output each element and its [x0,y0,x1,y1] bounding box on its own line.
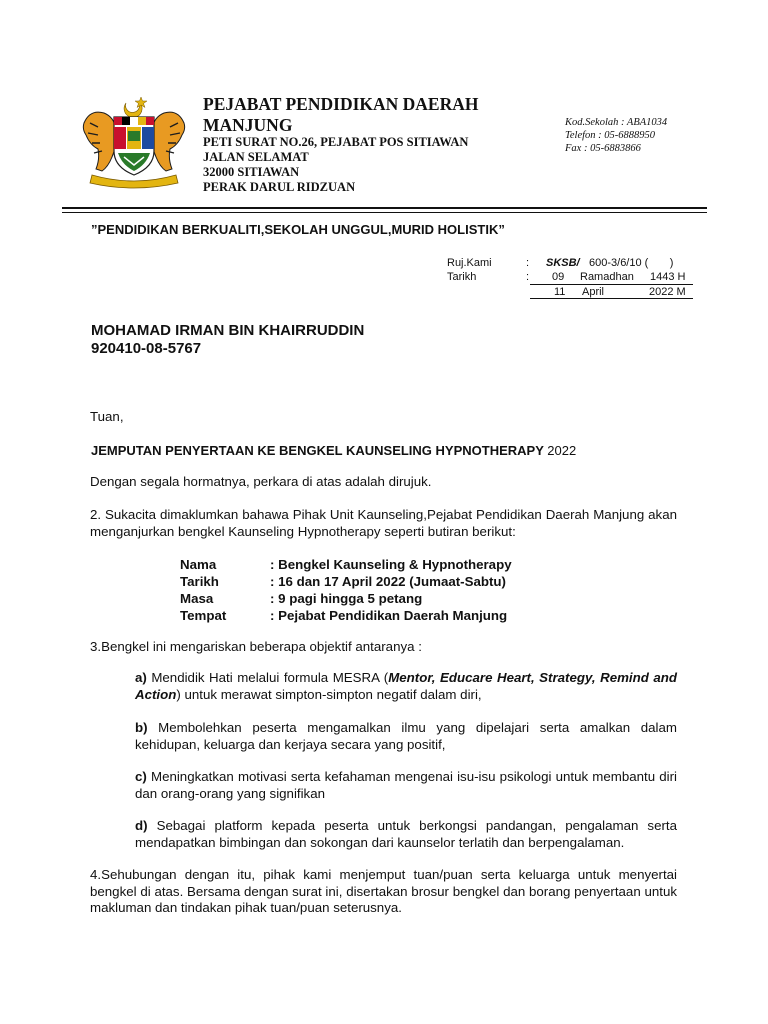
objective-b: b) Membolehkan peserta mengamalkan ilmu yang dipelajari serta amalkan dalam kehidupan, keluarga dan kerjaya secara yang positif, [135,720,677,752]
detail-label-nama: Nama [180,557,217,572]
objective-d: d) Sebagai platform kepada peserta untuk berkongsi pandangan, pengalaman serta mendapatkan bimbingan dan sokongan dari kaunselor terlatih dan berpengalaman. [135,818,677,850]
address-line-3: 32000 SITIAWAN [203,165,300,179]
hijri-month: Ramadhan [580,271,634,283]
telephone: Telefon : 05-6888950 [565,130,656,141]
hijri-day: 09 [552,271,565,283]
office-name-line1: PEJABAT PENDIDIKAN DAERAH [203,94,479,114]
date-divider [530,284,693,285]
paragraph-1: Dengan segala hormatnya, perkara di atas adalah dirujuk. [90,474,432,489]
greg-year: 2022 M [649,286,686,298]
detail-value-tempat: : Pejabat Pendidikan Daerah Manjung [270,608,508,623]
paragraph-4: 4.Sehubungan dengan itu, pihak kami menjemput tuan/puan serta keluarga untuk menyertai bengkel di atas. Bersama dengan surat ini, disertakan brosur bengkel dan borang penyertaan untuk makluman dan tindakan pihak tuan/puan seterusnya. [90,867,677,915]
detail-label-masa: Masa [180,591,214,606]
header-divider-thin [62,212,707,213]
date-divider-bottom [530,298,693,299]
motto: ”PENDIDIKAN BERKUALITI,SEKOLAH UNGGUL,MURID HOLISTIK” [91,222,505,237]
ruj-value: 600-3/6/10 ( ) [589,257,674,269]
malaysia-coat-of-arms-icon [78,93,190,191]
ruj-label: Ruj.Kami [447,257,492,269]
detail-value-nama: : Bengkel Kaunseling & Hypnotherapy [270,557,512,572]
paragraph-2: 2. Sukacita dimaklumkan bahawa Pihak Unit Kaunseling,Pejabat Pendidikan Daerah Manjung akan menganjurkan bengkel Kaunseling Hypnotherapy seperti butiran berikut: [90,507,677,539]
fax: Fax : 05-6883866 [565,143,641,154]
tarikh-colon: : [526,271,530,283]
greg-month: April [582,286,605,298]
address-line-4: PERAK DARUL RIDZUAN [203,180,356,194]
address-line-2: JALAN SELAMAT [203,150,309,164]
detail-value-tarikh: : 16 dan 17 April 2022 (Jumaat-Sabtu) [270,574,506,589]
objective-c: c) Meningkatkan motivasi serta kefahaman mengenai isu-isu psikologi untuk membantu diri dan orang-orang yang signifikan [135,769,677,801]
objective-a: a) Mendidik Hati melalui formula MESRA (Mentor, Educare Heart, Strategy, Remind and Action) untuk merawat simpton-simpton negatif dalam diri, [135,670,678,702]
detail-label-tarikh: Tarikh [180,574,219,589]
greg-day: 11 [554,286,566,298]
detail-value-masa: : 9 pagi hingga 5 petang [270,591,423,606]
hijri-year: 1443 H [650,271,686,283]
ruj-prefix: SKSB/ [546,257,580,269]
subject-year: 2022 [547,443,577,458]
ruj-colon: : [526,257,530,269]
subject-heading [91,443,576,458]
header-divider [62,207,707,209]
recipient-ic: 920410-08-5767 [91,340,202,357]
salutation: Tuan, [90,409,124,424]
subject-text: JEMPUTAN PENYERTAAN KE BENGKEL KAUNSELING HYPNOTHERAPY [91,443,544,458]
paragraph-3: 3.Bengkel ini mengariskan beberapa objektif antaranya : [90,639,422,654]
tarikh-label: Tarikh [447,271,477,283]
school-code: Kod.Sekolah : ABA1034 [565,117,668,128]
recipient-name: MOHAMAD IRMAN BIN KHAIRRUDDIN [91,322,365,339]
office-name-line2: MANJUNG [203,115,293,135]
address-line-1: PETI SURAT NO.26, PEJABAT POS SITIAWAN [203,135,469,149]
detail-label-tempat: Tempat [180,608,227,623]
